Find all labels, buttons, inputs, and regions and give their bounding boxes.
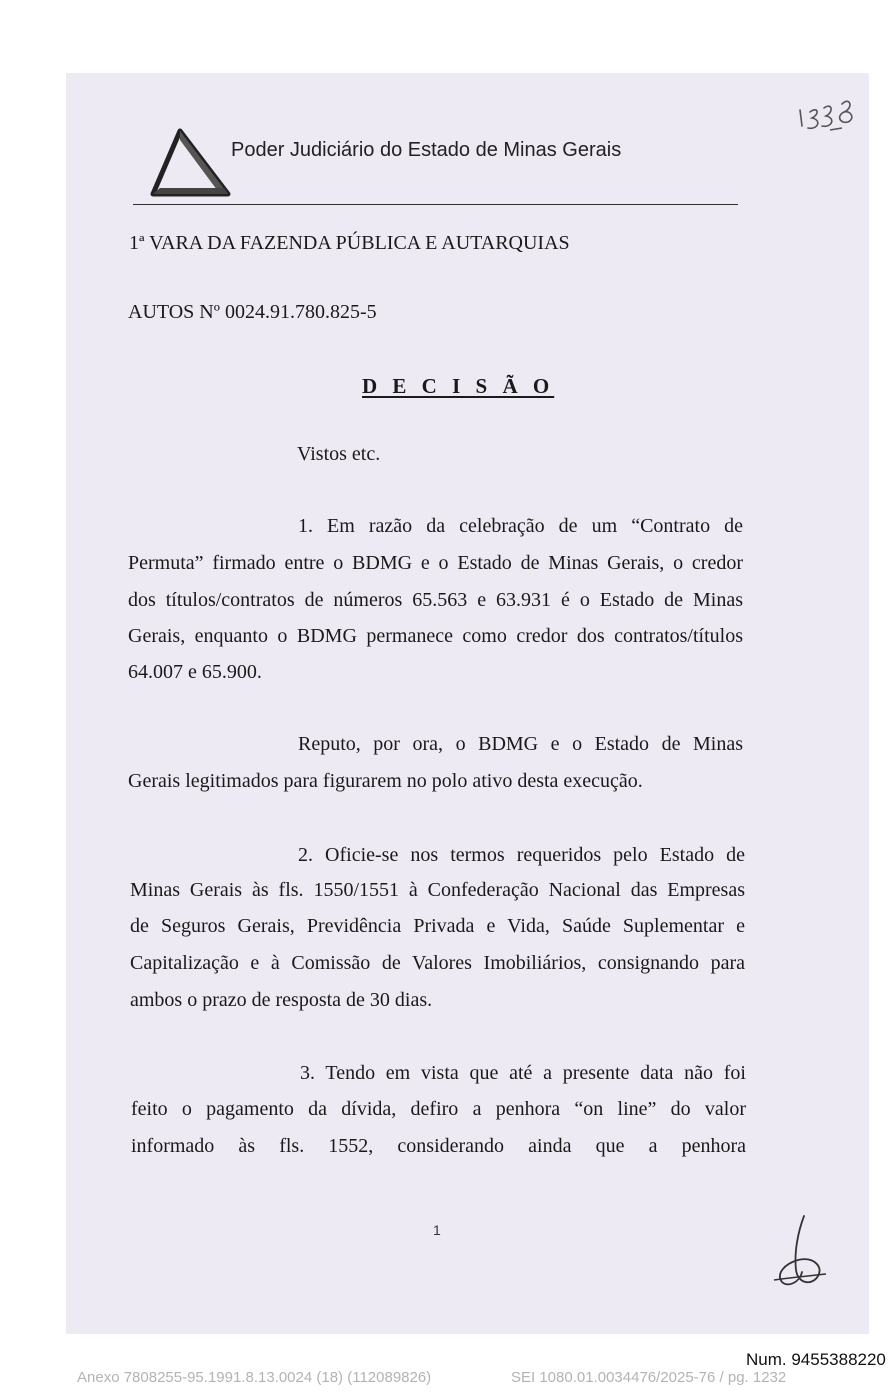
document-id-stamp: Num. 9455388220 <box>746 1350 886 1369</box>
case-number: AUTOS Nº 0024.91.780.825-5 <box>128 301 377 323</box>
greeting: Vistos etc. <box>297 443 381 465</box>
court-division: 1ª VARA DA FAZENDA PÚBLICA E AUTARQUIAS <box>129 232 570 254</box>
paragraph-line: 1. Em razão da celebração de um “Contrato de <box>298 515 743 537</box>
paragraph-line: informado às fls. 1552, considerando ainda que a penhora <box>131 1135 746 1157</box>
paragraph-line: Capitalização e à Comissão de Valores Imobiliários, consignando para <box>130 952 745 974</box>
document-title: D E C I S Ã O <box>362 374 555 398</box>
sei-reference: SEI 1080.01.0034476/2025-76 / pg. 1232 <box>511 1369 787 1386</box>
paragraph-line: 64.007 e 65.900. <box>128 661 262 683</box>
paragraph-line: feito o pagamento da dívida, defiro a penhora “on line” do valor <box>131 1098 746 1120</box>
annex-reference: Anexo 7808255-95.1991.8.13.0024 (18) (112089826) <box>77 1369 432 1386</box>
paragraph-line: Permuta” firmado entre o BDMG e o Estado de Minas Gerais, o credor <box>128 552 743 574</box>
paragraph-line: Gerais, enquanto o BDMG permanece como credor dos contratos/títulos <box>128 625 743 647</box>
paragraph-line: Gerais legitimados para figurarem no polo ativo desta execução. <box>128 770 643 792</box>
tjmg-triangle-logo <box>150 128 234 198</box>
header-divider <box>133 204 738 205</box>
paragraph-line: 3. Tendo em vista que até a presente data não foi <box>300 1062 746 1084</box>
paragraph-line: ambos o prazo de resposta de 30 dias. <box>130 989 433 1011</box>
page-number: 1 <box>433 1222 441 1238</box>
paragraph-line: dos títulos/contratos de números 65.563 e 63.931 é o Estado de Minas <box>128 589 743 611</box>
paragraph-line: Minas Gerais às fls. 1550/1551 à Confederação Nacional das Empresas <box>130 879 745 901</box>
court-name: Poder Judiciário do Estado de Minas Gerais <box>231 139 622 161</box>
handwritten-signature <box>768 1212 830 1290</box>
paragraph-line: Reputo, por ora, o BDMG e o Estado de Minas <box>298 733 743 755</box>
paragraph-line: 2. Oficie-se nos termos requeridos pelo Estado de <box>298 844 745 866</box>
handwritten-page-number <box>792 90 862 138</box>
paragraph-line: de Seguros Gerais, Previdência Privada e Vida, Saúde Suplementar e <box>130 915 745 937</box>
